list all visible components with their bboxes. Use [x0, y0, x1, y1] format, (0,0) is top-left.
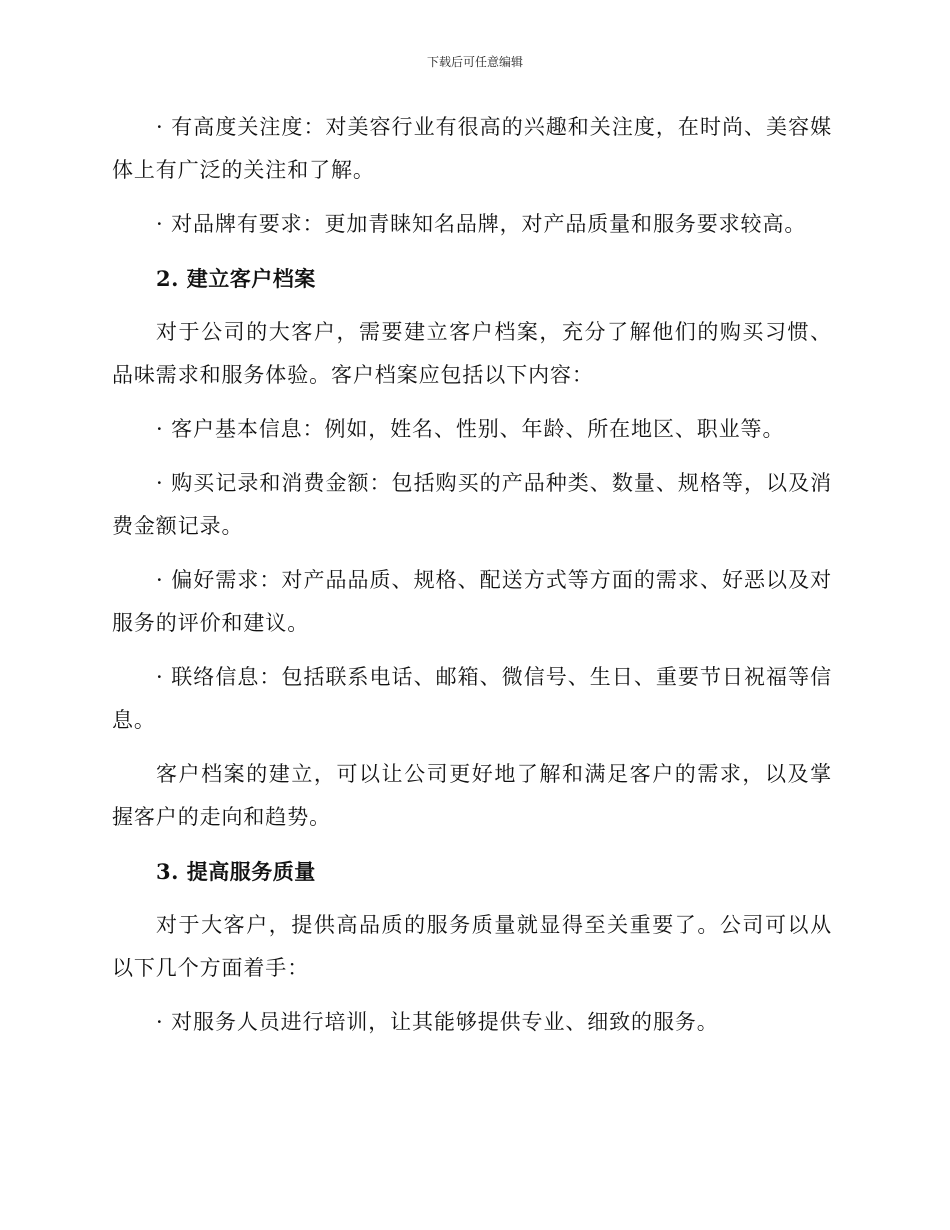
paragraph-service-intro: 对于大客户，提供高品质的服务质量就显得至关重要了。公司可以从以下几个方面着手： [112, 913, 832, 980]
paragraph-gap [112, 192, 832, 203]
section-heading-service-quality: 3. 提高服务质量 [156, 859, 316, 884]
paragraph-gap [112, 246, 832, 257]
paragraph-contact-info: · 联络信息：包括联系电话、邮箱、微信号、生日、重要节日祝福等信息。 [112, 665, 832, 732]
paragraph-purchase-record: · 购买记录和消费金额：包括购买的产品种类、数量、规格等，以及消费金额记录。 [112, 471, 832, 538]
paragraph-gap [112, 742, 832, 753]
paragraph-archive-summary: 客户档案的建立，可以让公司更好地了解和满足客户的需求，以及掌握客户的走向和趋势。 [112, 762, 832, 829]
paragraph-gap [112, 300, 832, 311]
paragraph-archive-intro: 对于公司的大客户，需要建立客户档案，充分了解他们的购买习惯、品味需求和服务体验。客户档案应包括以下内容： [112, 320, 832, 387]
paragraph-brand: · 对品牌有要求：更加青睐知名品牌，对产品质量和服务要求较高。 [156, 212, 807, 236]
paragraph-preference: · 偏好需求：对产品品质、规格、配送方式等方面的需求、好恶以及对服务的评价和建议。 [112, 568, 832, 635]
paragraph-gap [112, 893, 832, 904]
paragraph-gap [112, 990, 832, 1001]
document-body [112, 106, 832, 1044]
paragraph-gap [112, 397, 832, 408]
paragraph-staff-training: · 对服务人员进行培训，让其能够提供专业、细致的服务。 [156, 1010, 719, 1034]
paragraph-gap [112, 548, 832, 559]
paragraph-gap [112, 451, 832, 462]
page-header: 下载后可任意编辑 [426, 55, 523, 69]
paragraph-gap [112, 645, 832, 656]
paragraph-basic-info: · 客户基本信息：例如，姓名、性别、年龄、所在地区、职业等。 [156, 417, 785, 441]
section-heading-customer-archive: 2. 建立客户档案 [156, 266, 316, 291]
paragraph-gap [112, 839, 832, 850]
paragraph-attention: · 有高度关注度：对美容行业有很高的兴趣和关注度，在时尚、美容媒体上有广泛的关注和了解。 [112, 115, 832, 182]
